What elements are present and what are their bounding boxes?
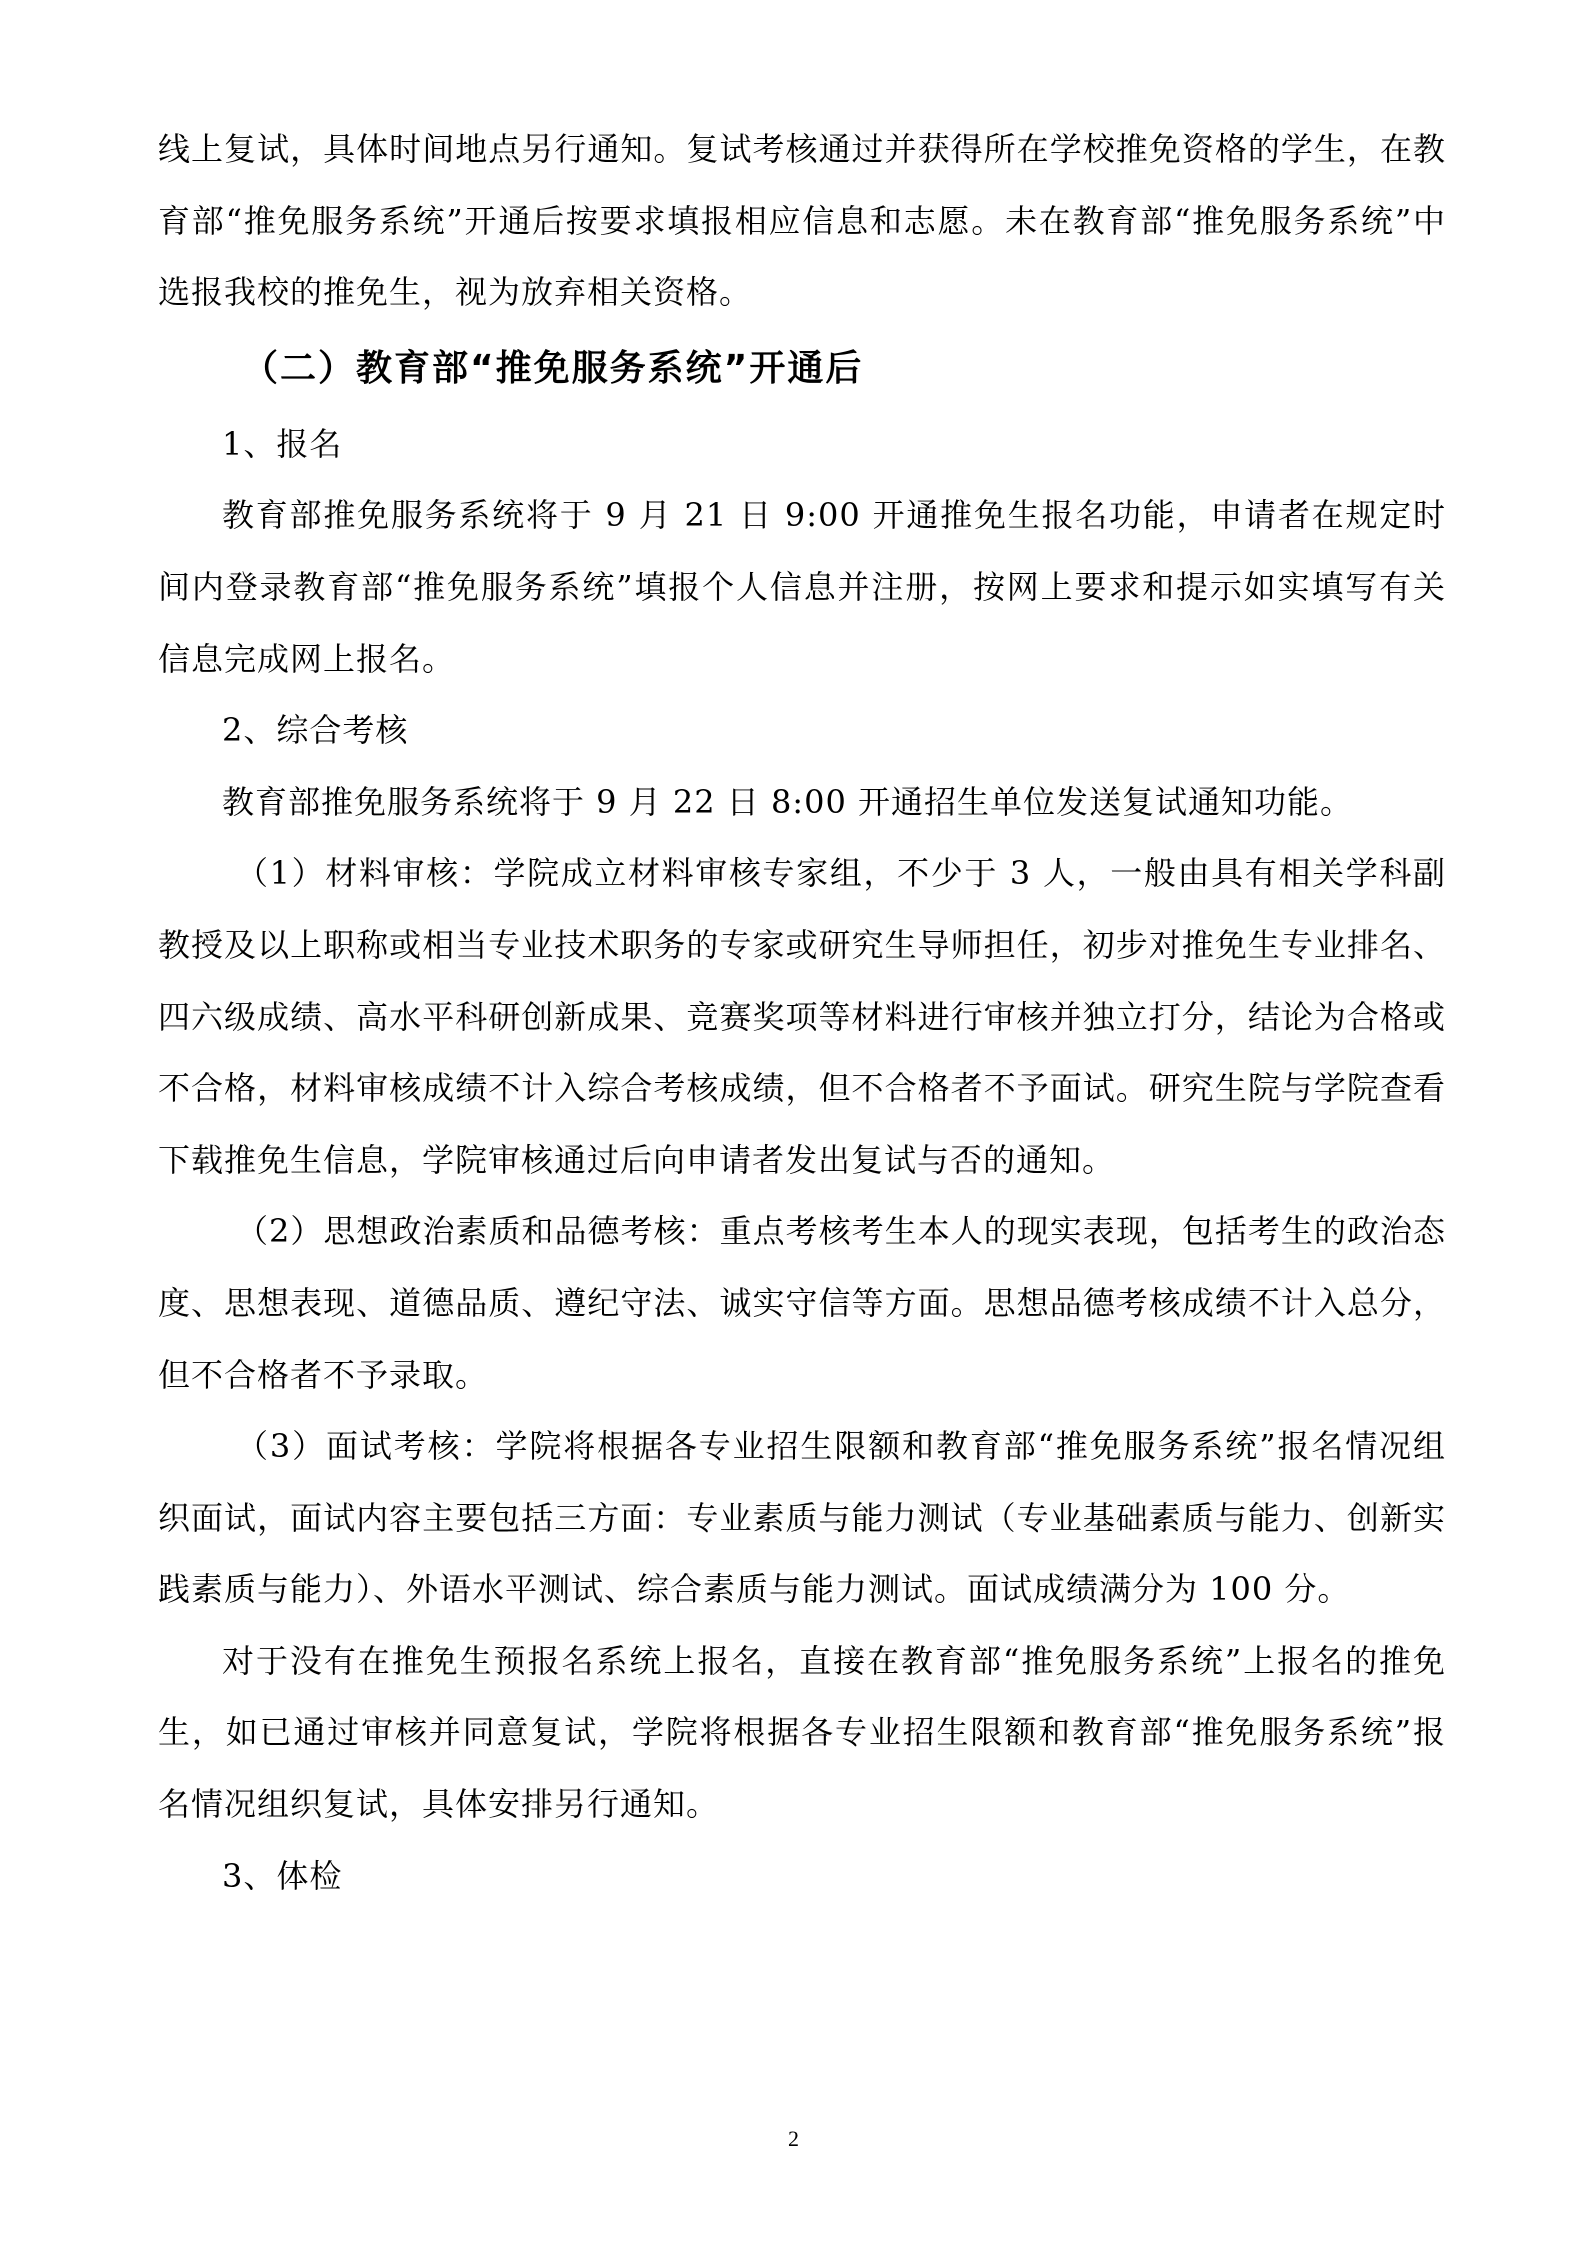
document-page (158, 114, 1446, 1912)
paragraph-registration: 教育部推免服务系统将于 9 月 21 日 9:00 开通推免生报名功能，申请者在规定时间内登录教育部“推免服务系统”填报个人信息并注册，按网上要求和提示如实填写有关信息完成网上报名。 (158, 496, 1446, 678)
subheading-registration: 1、报名 (222, 424, 343, 463)
page-number: 2 (788, 2126, 799, 2151)
subheading-assessment: 2、综合考核 (222, 711, 409, 750)
paragraph-moral-assessment: （2）思想政治素质和品德考核：重点考核考生本人的现实表现，包括考生的政治态度、思想表现、道德品质、遵纪守法、诚实守信等方面。思想品德考核成绩不计入总分，但不合格者不予录取。 (158, 1212, 1446, 1394)
paragraph-interview: （3）面试考核：学院将根据各专业招生限额和教育部“推免服务系统”报名情况组织面试，面试内容主要包括三方面：专业素质与能力测试（专业基础素质与能力、创新实践素质与能力）、外语水平测试、综合素质与能力测试。面试成绩满分为 100 分。 (158, 1427, 1446, 1609)
paragraph-material-review: （1）材料审核：学院成立材料审核专家组，不少于 3 人，一般由具有相关学科副教授及以上职称或相当专业技术职务的专家或研究生导师担任，初步对推免生专业排名、四六级成绩、高水平科研创新成果、竞赛奖项等材料进行审核并独立打分，结论为合格或不合格，材料审核成绩不计入综合考核成绩，但不合格者不予面试。研究生院与学院查看下载推免生信息，学院审核通过后向申请者发出复试与否的通知。 (158, 854, 1446, 1179)
subheading-physical-exam: 3、体检 (222, 1856, 343, 1895)
section-heading: （二）教育部“推免服务系统”开通后 (242, 347, 864, 389)
paragraph-assessment-intro: 教育部推免服务系统将于 9 月 22 日 8:00 开通招生单位发送复试通知功能。 (222, 782, 1353, 821)
paragraph-unregistered: 对于没有在推免生预报名系统上报名，直接在教育部“推免服务系统”上报名的推免生，如已通过审核并同意复试，学院将根据各专业招生限额和教育部“推免服务系统”报名情况组织复试，具体安排另行通知。 (158, 1641, 1446, 1824)
paragraph-continuation: 线上复试，具体时间地点另行通知。复试考核通过并获得所在学校推免资格的学生，在教育部“推免服务系统”开通后按要求填报相应信息和志愿。未在教育部“推免服务系统”中选报我校的推免生，视为放弃相关资格。 (158, 130, 1446, 312)
